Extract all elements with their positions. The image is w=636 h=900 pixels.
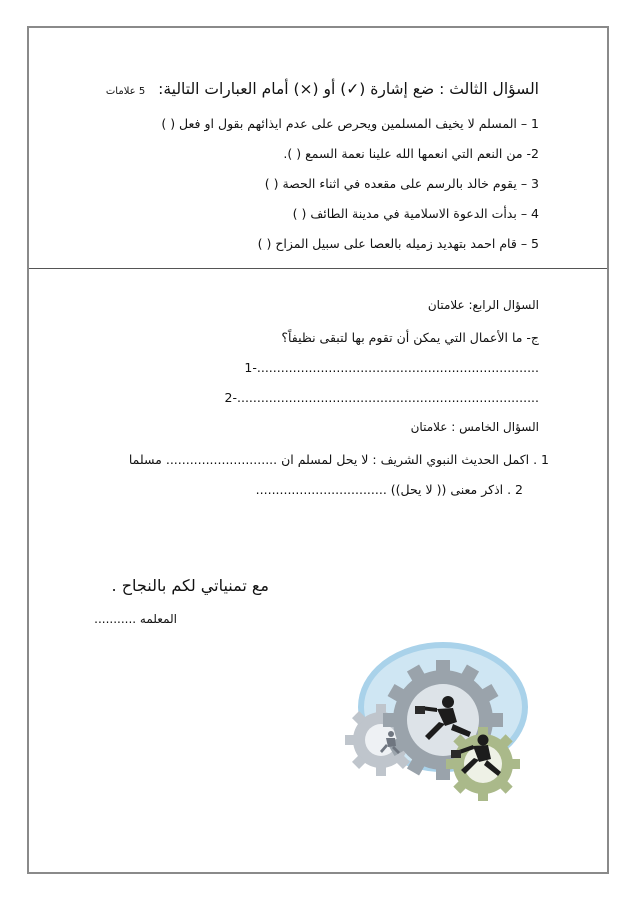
- section-divider: [29, 268, 607, 269]
- question-4-prompt: ج- ما الأعمال التي يمكن أن تقوم بها لتبقى نظيفاً؟: [281, 330, 539, 345]
- question-5-title: السؤال الخامس : علامتان: [410, 420, 539, 434]
- answer-line-2: 2-............................................................................: [224, 390, 539, 405]
- question-3-marks: 5 علامات: [105, 86, 146, 97]
- question-3-heading: السؤال الثالث : ضع إشارة (✓) أو (×) أمام العبارات التالية:: [158, 80, 539, 98]
- closing-wish: مع تمنياتي لكم بالنجاح .: [111, 576, 269, 595]
- q3-item-3: 3 – يقوم خالد بالرسم على مقعده في اثناء الحصة ( ): [264, 176, 539, 191]
- q3-item-2: 2- من النعم التي انعمها الله علينا نعمة السمع ( ).: [283, 146, 539, 161]
- q3-item-1: 1 – المسلم لا يخيف المسلمين ويحرص على عدم ايذائهم بقول او فعل ( ): [161, 116, 539, 131]
- teacher-signature: المعلمه ...........: [94, 612, 177, 626]
- answer-line-1: 1-.......................................................................: [244, 360, 539, 375]
- q3-item-5: 5 – قام احمد بتهديد زميله بالعصا على سبيل المزاح ( ): [257, 236, 539, 251]
- q5-item-1: 1 . اكمل الحديث النبوي الشريف : لا يحل لمسلم ان ............................ مسلما: [128, 452, 549, 467]
- question-4-title: السؤال الرابع: علامتان: [427, 298, 539, 312]
- q5-item-2: 2 . اذكر معنى (( لا يحل)) .................................: [255, 482, 523, 497]
- question-3-title: [106, 80, 539, 98]
- businessmen-gears-clipart: [333, 622, 528, 812]
- q3-item-4: 4 – بدأت الدعوة الاسلامية في مدينة الطائف ( ): [292, 206, 539, 221]
